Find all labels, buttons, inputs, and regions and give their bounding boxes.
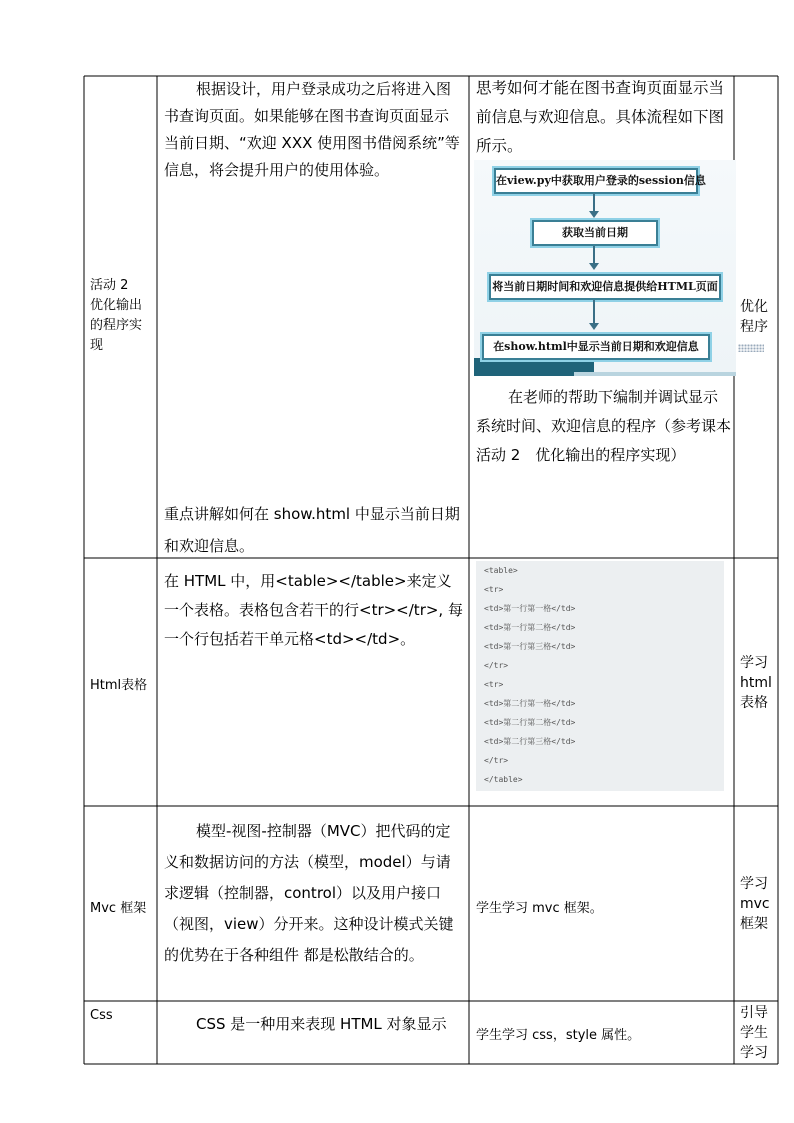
row3-activity: 学生学习 mvc 框架。 <box>476 901 603 916</box>
decorative-dots <box>738 344 764 352</box>
code-line: <tr> <box>484 680 504 689</box>
row1-content-focus: 重点讲解如何在 show.html 中显示当前日期和欢迎信息。 <box>164 505 460 555</box>
row4-intent: 引导 学生 学习 <box>740 1005 768 1061</box>
row1-content-intro: 根据设计，用户登录成功之后将进入图书查询页面。如果能够在图书查询页面显示当前日期、“欢迎 XXX 使用图书借阅系统”等信息，将会提升用户的使用体验。 <box>164 80 460 179</box>
row1-intent: 优化 程序 <box>740 299 768 335</box>
code-line: <td>第一行第二格</td> <box>484 623 576 632</box>
row2-intent: 学习 html 表格 <box>740 655 772 711</box>
flow-step-2: 获取当前日期 <box>532 220 658 246</box>
row4-label: Css <box>90 1008 113 1023</box>
row3-intent: 学习 mvc 框架 <box>740 876 770 932</box>
code-line: <td>第二行第一格</td> <box>484 699 576 708</box>
code-line: </tr> <box>484 661 509 670</box>
flow-step-4: 在show.html中显示当前日期和欢迎信息 <box>482 334 710 360</box>
row4-content: CSS 是一种用来表现 HTML 对象显示 <box>196 1015 447 1033</box>
code-line: </table> <box>484 775 523 784</box>
code-line: <td>第一行第三格</td> <box>484 642 576 651</box>
flow-arrow-2 <box>593 246 595 264</box>
flow-arrow-3 <box>593 300 595 324</box>
flow-step-1: 在view.py中获取用户登录的session信息 <box>494 168 698 194</box>
flowchart <box>474 160 736 376</box>
flow-step-3: 将当前日期时间和欢迎信息提供给HTML页面 <box>489 274 721 300</box>
row1-label: 活动 2 优化输出 的程序实 现 <box>90 278 143 353</box>
code-line: <td>第一行第一格</td> <box>484 604 576 613</box>
row2-label: Html表格 <box>90 678 148 693</box>
flow-arrow-1 <box>593 194 595 212</box>
row3-content: 模型-视图-控制器（MVC）把代码的定义和数据访问的方法（模型，model）与请求逻辑（控制器，control）以及用户接口（视图，view）分开来。这种设计模式关键的优势在于各种组件 都是松散结合的。 <box>164 822 454 964</box>
code-line: <td>第二行第二格</td> <box>484 718 576 727</box>
row1-activity-practice: 在老师的帮助下编制并调试显示系统时间、欢迎信息的程序（参考课本活动 2 优化输出的程序实现） <box>476 388 732 464</box>
code-line: <table> <box>484 566 518 575</box>
code-line: <tr> <box>484 585 504 594</box>
code-line: </tr> <box>484 756 509 765</box>
row3-label: Mvc 框架 <box>90 901 147 916</box>
row2-content: 在 HTML 中，用<table></table>来定义一个表格。表格包含若干的行<tr></tr>, 每一个行包括若干单元格<td></td>。 <box>164 572 463 648</box>
row1-activity-intro: 思考如何才能在图书查询页面显示当前信息与欢迎信息。具体流程如下图所示。 <box>476 79 725 155</box>
html-code-sample <box>476 561 724 791</box>
flowchart-stripe <box>574 372 736 376</box>
row4-activity: 学生学习 css，style 属性。 <box>476 1028 641 1043</box>
code-line: <td>第二行第三格</td> <box>484 737 576 746</box>
